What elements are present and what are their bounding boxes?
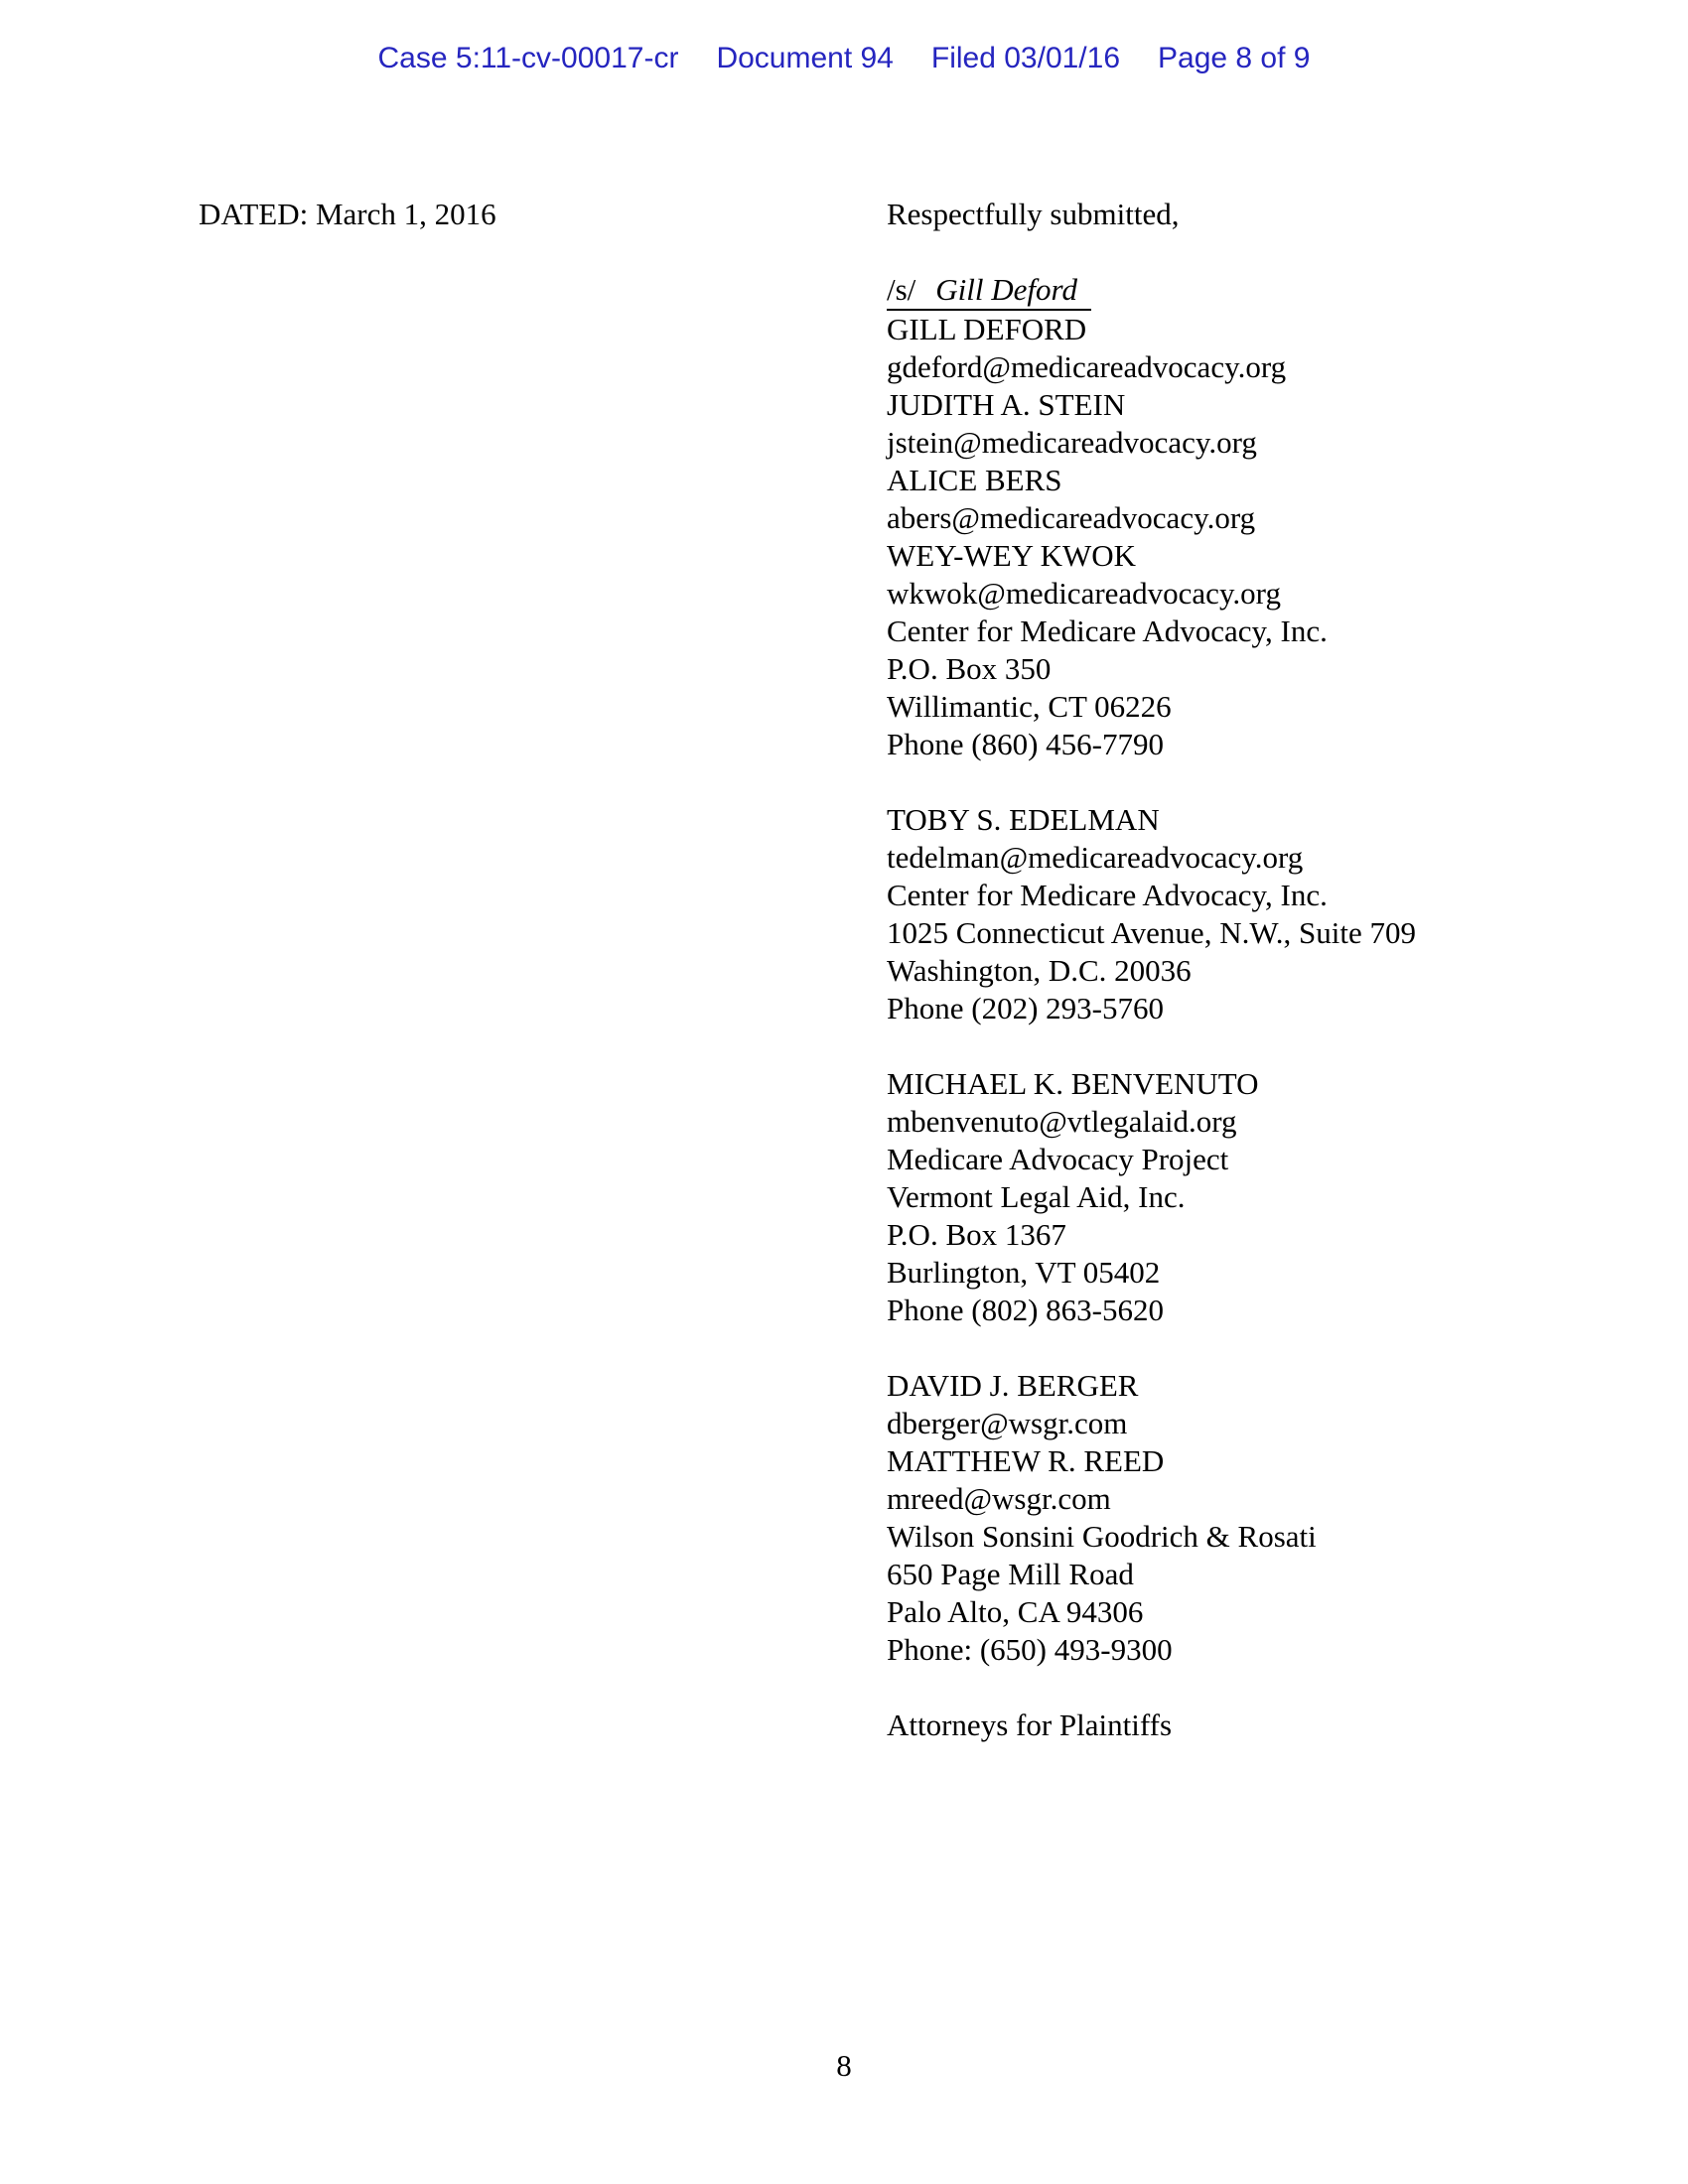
- case-header-case-number: Case 5:11-cv-00017-cr: [377, 42, 679, 74]
- attorney-line: Center for Medicare Advocacy, Inc.: [887, 878, 1328, 912]
- attorney-line: Phone (860) 456-7790: [887, 727, 1164, 761]
- attorney-line: Phone (802) 863-5620: [887, 1293, 1164, 1327]
- signature-column: [887, 196, 1661, 1744]
- attorney-line: Vermont Legal Aid, Inc.: [887, 1179, 1186, 1214]
- signature-name: Gill Deford: [935, 272, 1077, 307]
- attorney-line: jstein@medicareadvocacy.org: [887, 425, 1257, 460]
- attorney-block: [887, 1367, 1661, 1669]
- attorney-line: ALICE BERS: [887, 463, 1062, 497]
- attorney-line: Phone: (650) 493-9300: [887, 1632, 1173, 1667]
- salutation: Respectfully submitted,: [887, 197, 1180, 231]
- attorney-line: 650 Page Mill Road: [887, 1557, 1134, 1591]
- attorney-line: wkwok@medicareadvocacy.org: [887, 576, 1281, 611]
- attorney-line: Burlington, VT 05402: [887, 1255, 1161, 1290]
- attorney-blocks: [887, 311, 1661, 1669]
- attorney-line: Medicare Advocacy Project: [887, 1142, 1229, 1176]
- signature-prefix: /s/: [887, 272, 916, 307]
- attorney-line: JUDITH A. STEIN: [887, 387, 1126, 422]
- attorney-line: WEY-WEY KWOK: [887, 538, 1137, 573]
- attorney-line: mreed@wsgr.com: [887, 1481, 1111, 1516]
- attorney-line: tedelman@medicareadvocacy.org: [887, 840, 1304, 875]
- attorney-line: Phone (202) 293-5760: [887, 991, 1164, 1025]
- attorney-block: [887, 801, 1661, 1027]
- attorney-line: mbenvenuto@vtlegalaid.org: [887, 1104, 1237, 1139]
- blank-line: [887, 233, 1661, 271]
- attorney-line: Willimantic, CT 06226: [887, 689, 1172, 724]
- attorney-line: Wilson Sonsini Goodrich & Rosati: [887, 1519, 1317, 1554]
- attorney-line: Washington, D.C. 20036: [887, 953, 1192, 988]
- case-header: [0, 42, 1688, 75]
- closing-line: Attorneys for Plaintiffs: [887, 1707, 1173, 1742]
- signature-line: [887, 271, 1091, 311]
- attorney-line: 1025 Connecticut Avenue, N.W., Suite 709: [887, 915, 1416, 950]
- attorney-line: TOBY S. EDELMAN: [887, 802, 1160, 837]
- page-number: 8: [836, 2048, 852, 2083]
- attorney-line: P.O. Box 350: [887, 651, 1052, 686]
- attorney-line: GILL DEFORD: [887, 312, 1087, 346]
- attorney-line: MATTHEW R. REED: [887, 1443, 1165, 1478]
- dated-line: DATED: March 1, 2016: [199, 197, 496, 231]
- case-header-filed-date: Filed 03/01/16: [930, 42, 1121, 74]
- attorney-line: P.O. Box 1367: [887, 1217, 1066, 1252]
- attorney-line: DAVID J. BERGER: [887, 1368, 1139, 1403]
- case-header-document-number: Document 94: [716, 42, 894, 74]
- attorney-block: [887, 311, 1661, 763]
- attorney-line: Palo Alto, CA 94306: [887, 1594, 1144, 1629]
- attorney-line: dberger@wsgr.com: [887, 1406, 1128, 1440]
- attorney-line: MICHAEL K. BENVENUTO: [887, 1066, 1259, 1101]
- attorney-block: [887, 1065, 1661, 1329]
- attorney-line: abers@medicareadvocacy.org: [887, 500, 1256, 535]
- case-header-page-info: Page 8 of 9: [1158, 42, 1311, 74]
- attorney-line: Center for Medicare Advocacy, Inc.: [887, 614, 1328, 648]
- attorney-line: gdeford@medicareadvocacy.org: [887, 349, 1287, 384]
